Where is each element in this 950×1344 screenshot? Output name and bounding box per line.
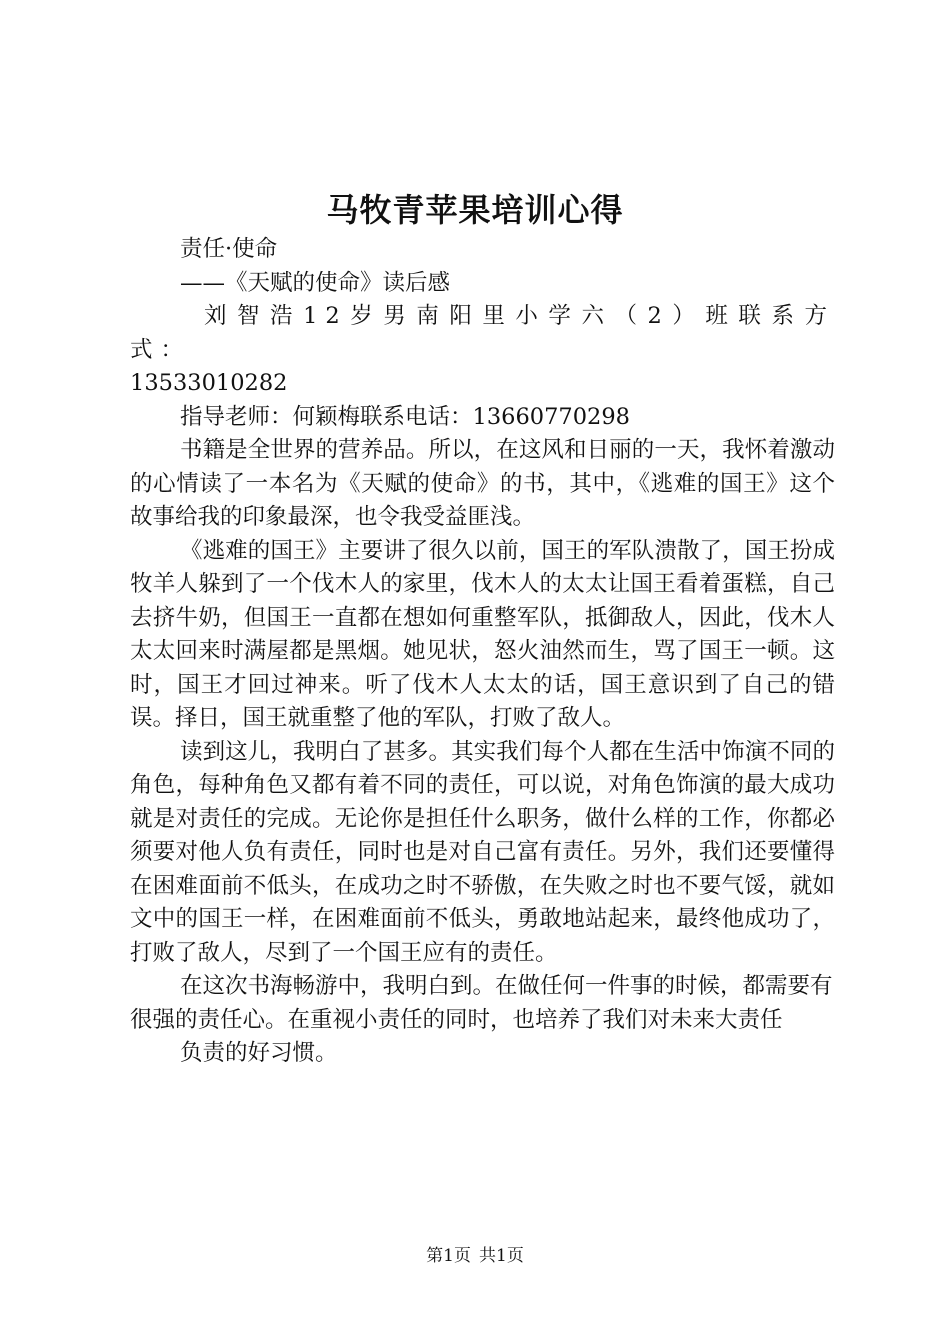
paragraph-4: 在这次书海畅游中，我明白到。在做任何一件事的时候，都需要有很强的责任心。在重视小责任的同时，也培养了我们对未来大责任: [130, 973, 833, 1033]
document-title: 马牧青苹果培训心得: [326, 191, 624, 229]
page-footer: [0, 1244, 950, 1268]
teacher-line: 指导老师：何颖梅联系电话：13660770298: [180, 403, 630, 430]
page-total: 共1页: [479, 1246, 524, 1266]
paragraph-5: 负责的好习惯。: [180, 1040, 338, 1066]
paragraph-2: 《逃难的国王》主要讲了很久以前，国王的军队溃散了，国王扮成牧羊人躲到了一个伐木人的家里，伐木人的太太让国王看着蛋糕，自己去挤牛奶，但国王一直都在想如何重整军队，抵御敌人，因此，伐木人太太回来时满屋都是黑烟。她见状，怒火油然而生，骂了国王一顿。这时，国王才回过神来。听了伐木人太太的话，国王意识到了自己的错误。择日，国王就重整了他的军队，打败了敌人。: [130, 537, 835, 731]
document-body: [130, 233, 835, 1071]
heading-line-2: ——《天赋的使命》读后感: [180, 269, 451, 296]
paragraph-1: 书籍是全世界的营养品。所以，在这风和日丽的一天，我怀着激动的心情读了一本名为《天赋的使命》的书，其中，《逃难的国王》这个故事给我的印象最深，也令我受益匪浅。: [130, 437, 835, 530]
author-line: 刘智浩12岁男南阳里小学六（2）班联系方式：: [130, 303, 835, 363]
author-phone: 13533010282: [130, 370, 288, 396]
heading-line-1: 责任·使命: [180, 236, 278, 262]
paragraph-3: 读到这儿，我明白了甚多。其实我们每个人都在生活中饰演不同的角色，每种角色又都有着不同的责任，可以说，对角色饰演的最大成功就是对责任的完成。无论你是担任什么职务，做什么样的工作，你都必须要对他人负有责任，同时也是对自己富有责任。另外，我们还要懂得在困难面前不低头，在成功之时不骄傲，在失败之时也不要气馁，就如文中的国王一样，在困难面前不低头，勇敢地站起来，最终他成功了，打败了敌人，尽到了一个国王应有的责任。: [130, 738, 835, 966]
page-number: 第1页: [426, 1246, 471, 1266]
